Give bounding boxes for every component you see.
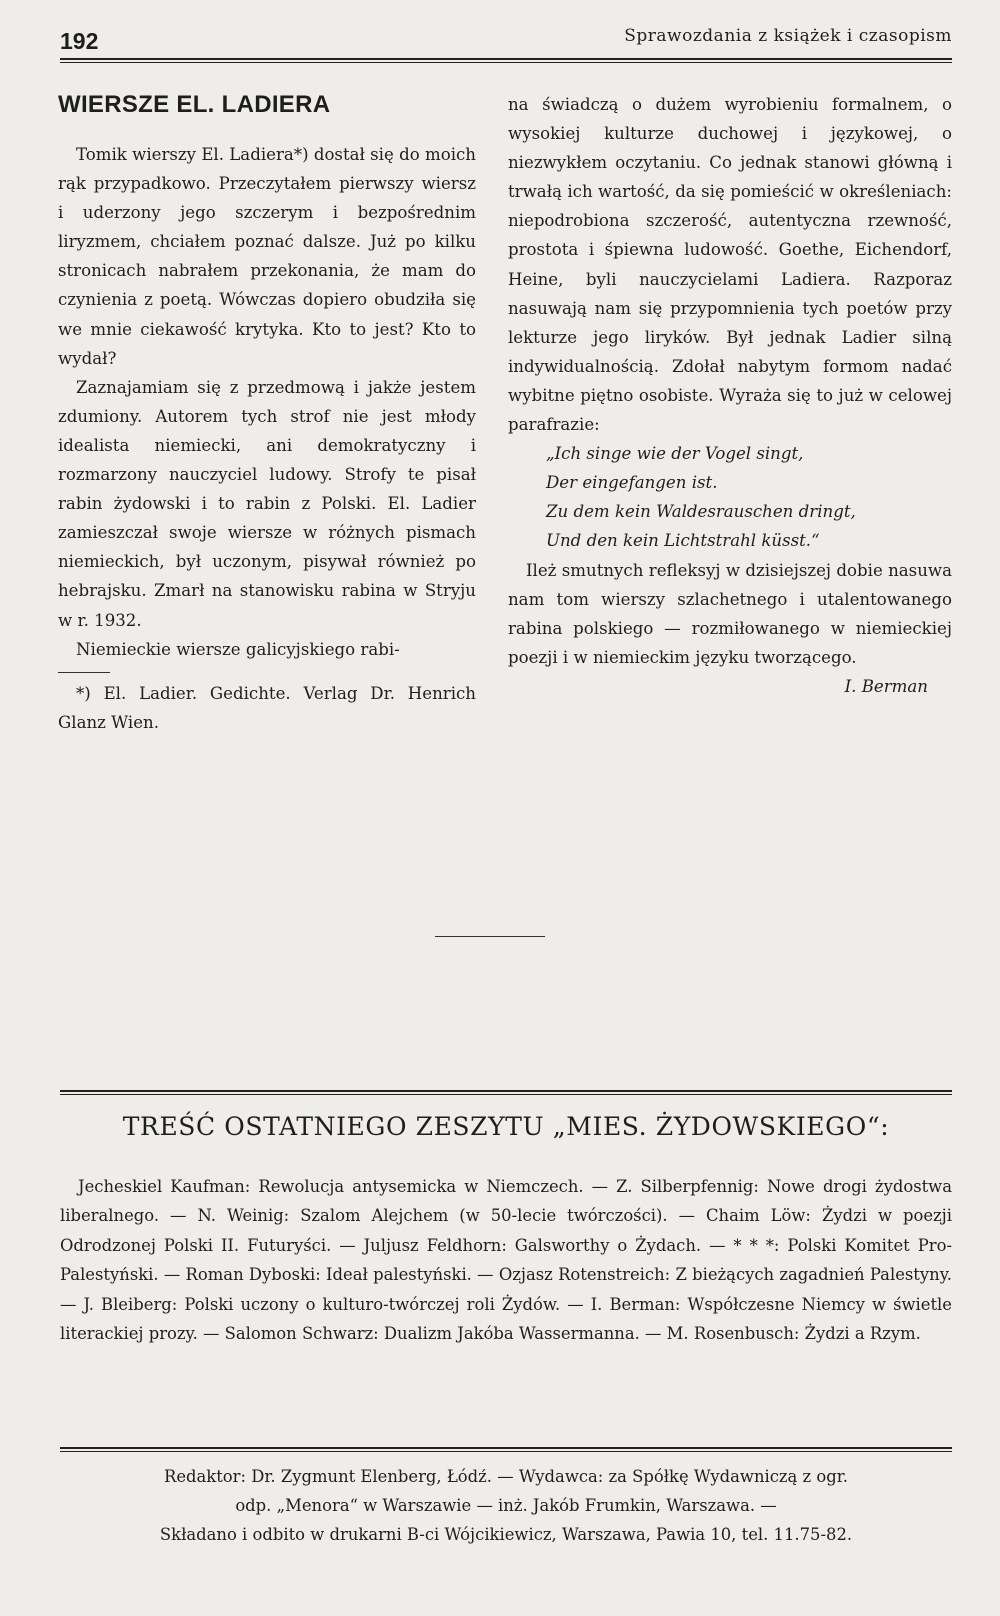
section-rule (60, 1090, 952, 1095)
footnote-rule (58, 672, 110, 673)
paragraph: Zaznajamiam się z przedmową i jakże jestem zdumiony. Autorem tych strof nie jest młody idealista niemiecki, ani demokratyczny i rozmarzony nauczyciel ludowy. Strofy te pisał rabin żydowski i to rabin z Polski. El. Ladier zamieszczał swoje wiersze w różnych pismach niemieckich, był uczonym, pisywał również po hebrajsku. Zmarł na stanowisku rabina w Stryju w r. 1932. (58, 377, 476, 630)
left-column (58, 90, 476, 737)
article-title: WIERSZE EL. LADIERA (58, 91, 331, 118)
poem-line: „Ich singe wie der Vogel singt, (546, 444, 804, 464)
paragraph: Tomik wierszy El. Ladiera*) dostał się do moich rąk przypadkowo. Przeczytałem pierwszy wiersz i uderzony jego szczerym i bezpośrednim liryzmem, chciałem poznać dalsze. Już po kilku stronicach nabrałem przekonania, że mam do czynienia z poetą. Wówczas dopiero obudziła się we mnie ciekawość krytyka. Kto to jest? Kto to wydał? (58, 145, 476, 368)
footer-line: Redaktor: Dr. Zygmunt Elenberg, Łódź. — Wydawca: za Spółkę Wydawniczą z ogr. (163, 1467, 848, 1486)
paragraph: Ileż smutnych refleksyj w dzisiejszej dobie nasuwa nam tom wierszy szlachetnego i utalentowanego rabina polskiego — rozmiłowanego w niemieckiej poezji i w niemieckim języku tworzącego. (508, 560, 952, 667)
footer-line: odp. „Menora“ w Warszawie — inż. Jakób Frumkin, Warszawa. — (235, 1496, 777, 1515)
right-column (508, 90, 952, 701)
footnote: *) El. Ladier. Gedichte. Verlag Dr. Henrich Glanz Wien. (58, 683, 476, 732)
poem-line: Der eingefangen ist. (546, 473, 718, 493)
signature: I. Berman (844, 676, 928, 696)
poem-line: Zu dem kein Waldesrauschen dringt, (546, 502, 856, 522)
footer-line: Składano i odbito w drukarni B-ci Wójcikiewicz, Warszawa, Pawia 10, tel. 11.75-82. (159, 1525, 853, 1544)
footer (60, 1462, 952, 1549)
page-number: 192 (60, 28, 99, 54)
footer-rule (60, 1447, 952, 1452)
poem (508, 439, 952, 555)
paragraph: na świadczą o dużem wyrobieniu formalnem, o wysokiej kulturze duchowej i językowej, o niezwykłem oczytaniu. Co jednak stanowi główną i trwałą ich wartość, da się pomieścić w określeniach: niepodrobiona szczerość, autentyczna rzewność, prostota i śpiewna ludowość. Goethe, Eichendorf, Heine, byli nauczycielami Ladiera. Razporaz nasuwają nam się przypomnienia tych poetów przy lekturze jego liryków. Był jednak Ladier silną indywidualnością. Zdołał nabytym formom nadać wybitne piętno osobiste. Wyraża się to już w celowej parafrazie: (508, 95, 952, 435)
contents-text: Jecheskiel Kaufman: Rewolucja antysemicka w Niemczech. — Z. Silberpfennig: Nowe drogi żydostwa liberalnego. — N. Weinig: Szalom Alejchem (w 50-lecie twórczości). — Chaim Löw: Żydzi w poezji Odrodzonej Polski II. Futuryści. — Juljusz Feldhorn: Galsworthy o Żydach. — * * *: Polski Komitet Pro-Palestyński. — Roman Dyboski: Ideał palestyński. — Ozjasz Rotenstreich: Z bieżących zagadnień Palestyny. — J. Bleiberg: Polski uczony o kulturo-twórczej roli Żydów. — I. Berman: Współczesne Niemcy w świetle literackiej prozy. — Salomon Schwarz: Dualizm Jakóba Wassermanna. — M. Rosenbusch: Żydzi a Rzym. (60, 1177, 952, 1344)
section-divider (435, 936, 545, 937)
running-title: Sprawozdania z książek i czasopism (624, 26, 952, 46)
paragraph: Niemieckie wiersze galicyjskiego rabi- (76, 639, 400, 659)
poem-line: Und den kein Lichtstrahl küsst.“ (546, 531, 820, 551)
header-rule (60, 58, 952, 63)
running-header (60, 24, 952, 58)
contents-title: TREŚĆ OSTATNIEGO ZESZYTU „MIES. ŻYDOWSKIEGO“: (122, 1112, 890, 1141)
